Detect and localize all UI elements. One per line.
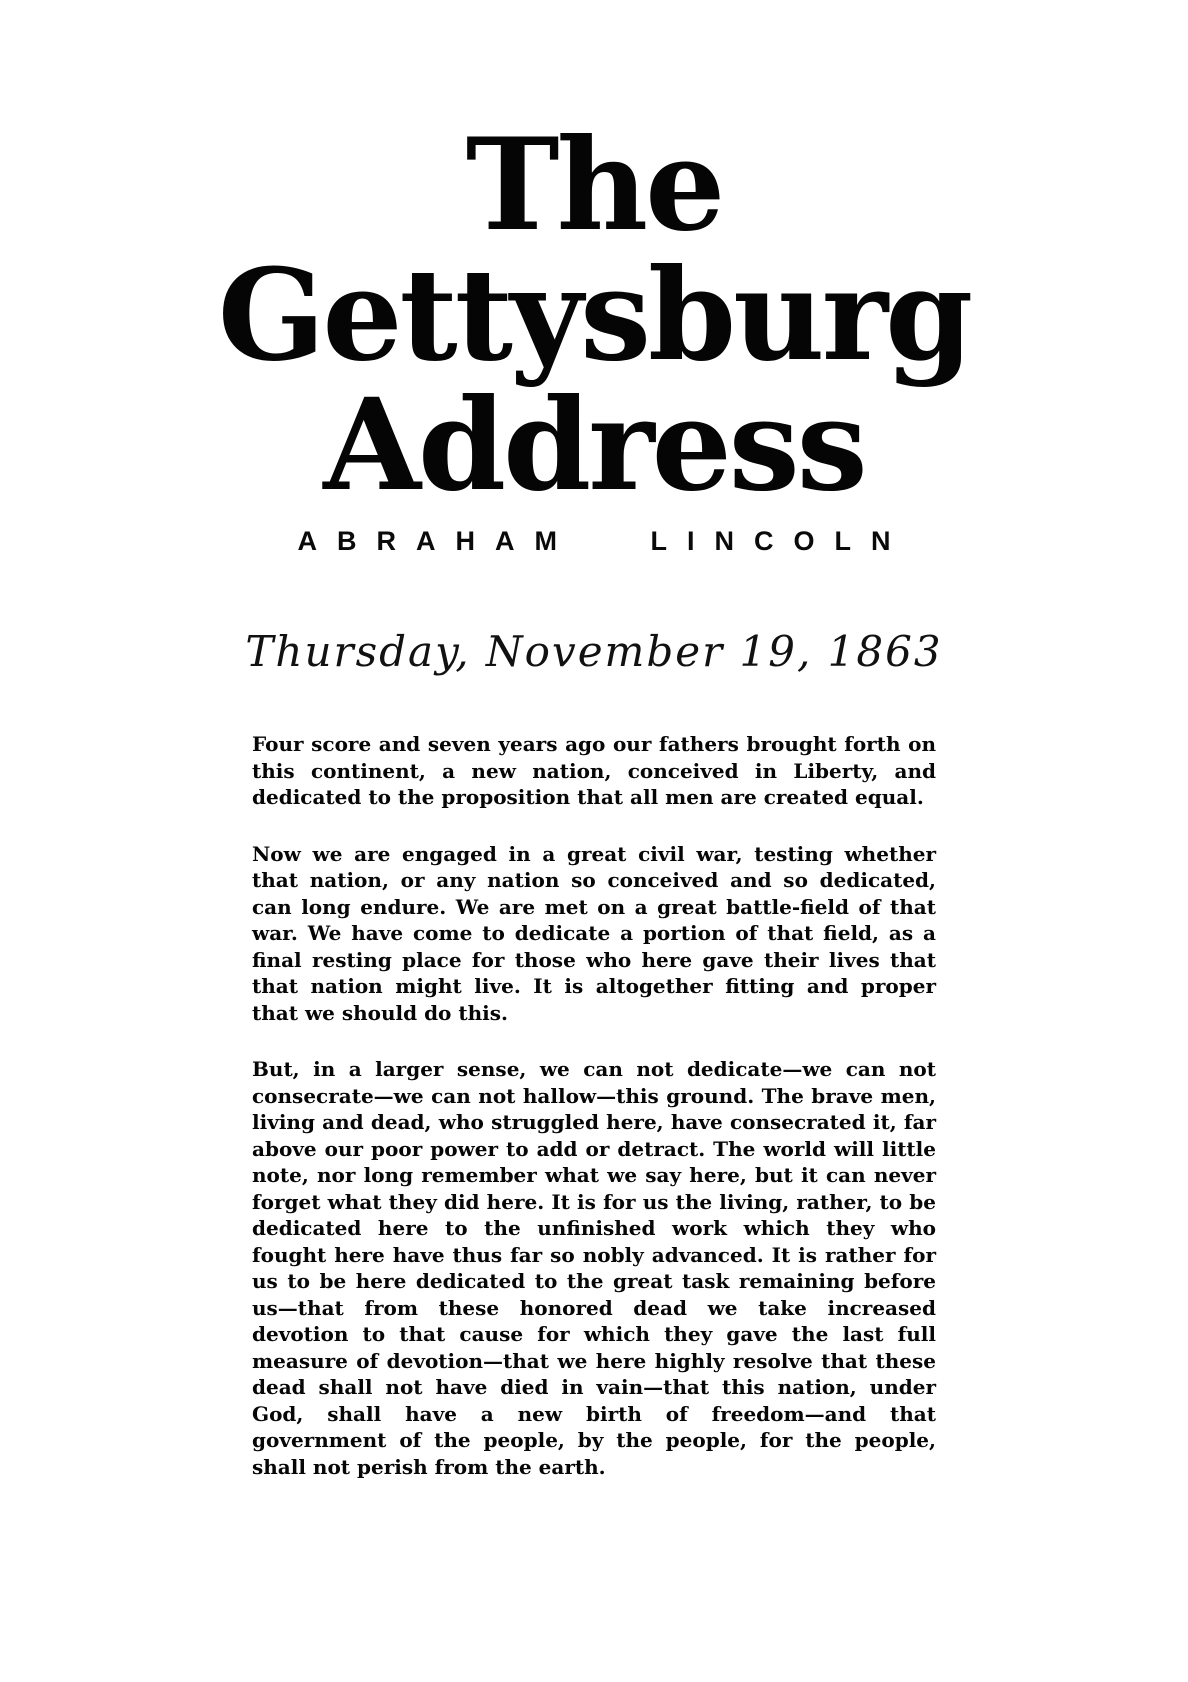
dateline: Thursday, November 19, 1863 — [245, 627, 943, 676]
title-line-gettysburg: Gettysburg — [217, 241, 971, 389]
paragraph-now-we-are-engaged: Now we are engaged in a great civil war, testing whether that nation, or any nation so conceived and so dedicated, can long endure. We are met on a great battle-field of that war. We have come to dedicate a portion of that field, as a final resting place for those who here gave their lives that that nation might live. It is altogether fitting and proper that we should do this. — [252, 841, 936, 1025]
speech-body — [252, 731, 936, 1480]
document-title — [0, 111, 1188, 519]
document-header — [0, 111, 1188, 676]
title-line-the: The — [465, 111, 723, 259]
author-byline: ABRAHAM LINCOLN — [297, 526, 911, 556]
paragraph-four-score: Four score and seven years ago our fathers brought forth on this continent, a new nation, conceived in Liberty, and dedicated to the proposition that all men are created equal. — [252, 732, 936, 809]
paragraph-but-in-a-larger-sense: But, in a larger sense, we can not dedicate—we can not consecrate—we can not hallow—this ground. The brave men, living and dead, who struggled here, have consecrated it, far above our poor power to add or detract. The world will little note, nor long remember what we say here, but it can never forget what they did here. It is for us the living, rather, to be dedicated here to the unfinished work which they who fought here have thus far so nobly advanced. It is rather for us to be here dedicated to the great task remaining before us—that from these honored dead we take increased devotion to that cause for which they gave the last full measure of devotion—that we here highly resolve that these dead shall not have died in vain—that this nation, under God, shall have a new birth of freedom—and that government of the people, by the people, for the people, shall not perish from the earth. — [252, 1057, 936, 1479]
title-line-address: Address — [323, 371, 865, 519]
